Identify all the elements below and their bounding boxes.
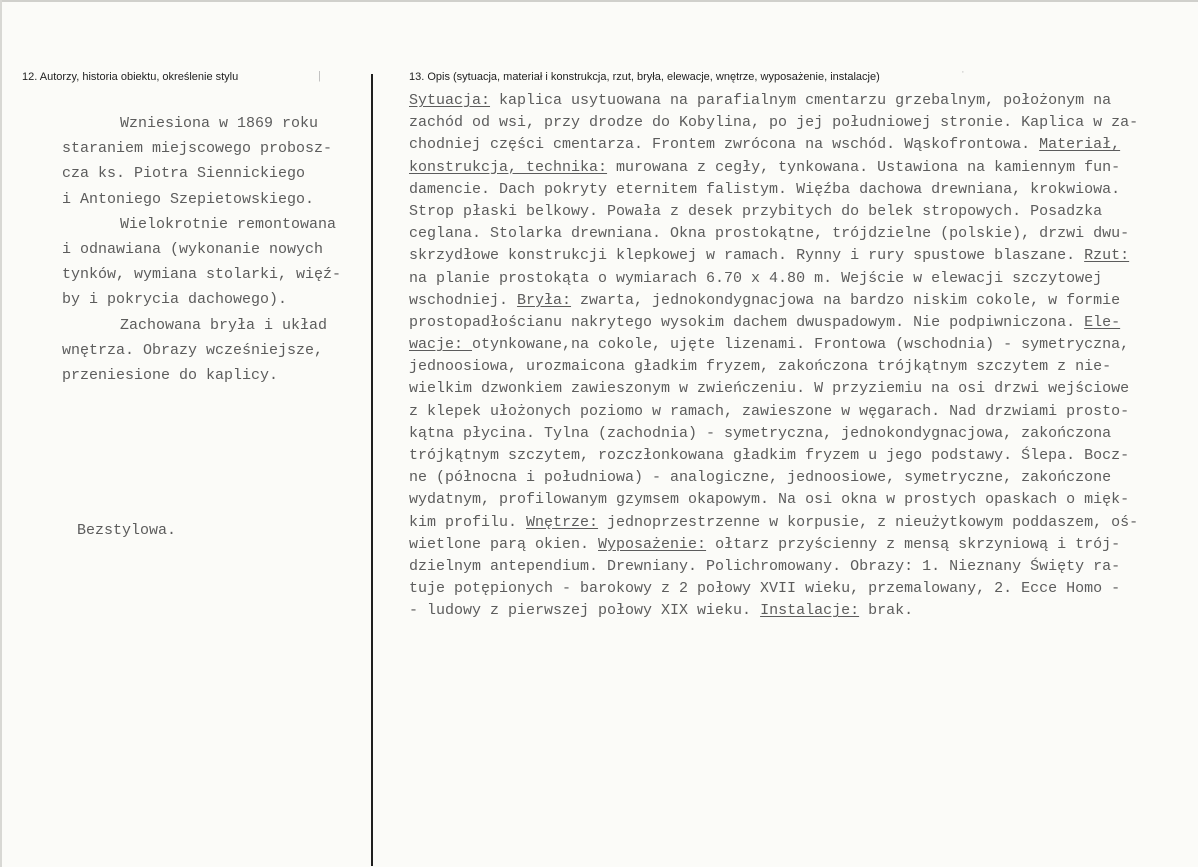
description-run: trójkątnym szczytem, rozczłonkowana gładkim fryzem u jego podstawy. Ślepa. Bocz- [409, 447, 1130, 464]
history-line: staraniem miejscowego probosz- [62, 140, 333, 158]
description-run: skrzydłowe konstrukcji klepkowej w ramach. Rynny i rury spustowe blaszane. [409, 247, 1085, 265]
history-text [62, 111, 362, 388]
description-run: kim profilu. [409, 513, 527, 531]
margin-tick-mark: | [318, 70, 321, 82]
section-heading: Instalacje: [760, 602, 860, 620]
description-run: na planie prostokąta o wymiarach 6.70 x 4.80 m. Wejście w elewacji szczytowej [409, 269, 1103, 287]
description-line [409, 556, 1198, 578]
history-line: tynków, wymiana stolarki, więź- [62, 266, 342, 284]
section-heading: Ele- [1084, 313, 1121, 331]
description-line [409, 356, 1198, 378]
description-run: murowana z cegły, tynkowana. Ustawiona na kamiennym fun- [607, 158, 1121, 176]
description-line [409, 179, 1198, 201]
description-line [409, 312, 1198, 334]
history-line: i odnawiana (wykonanie nowych [62, 240, 324, 258]
description-run: kaplica usytuowana na parafialnym cmentarzu grzebalnym, położonym na [490, 92, 1112, 109]
description-line [409, 90, 1198, 112]
description-run: jednoprzestrzenne w korpusie, z nieużytkowym poddaszem, oś- [598, 513, 1139, 531]
description-line [409, 157, 1198, 179]
history-line: i Antoniego Szepietowskiego. [62, 190, 315, 208]
description-line [409, 134, 1198, 156]
description-run: wydatnym, profilowanym gzymsem okapowym. Na osi okna w prostych opaskach o mięk- [409, 491, 1130, 509]
description-line [409, 445, 1198, 467]
description-run: ne (północna i południowa) - analogiczne, jednoosiowe, symetryczne, zakończone [409, 469, 1112, 487]
description-line [409, 534, 1198, 556]
description-run: wietlone parą okien. [409, 535, 599, 553]
description-run: otynkowane,na cokole, ujęte lizenami. Frontowa (wschodnia) - symetryczna, [472, 336, 1130, 354]
description-run: chodniej części cmentarza. Frontem zwrócona na wschód. Wąskofrontowa. [409, 136, 1040, 154]
description-run: dzielnym antependium. Drewniany. Polichromowany. Obrazy: 1. Nieznany Święty ra- [409, 557, 1121, 575]
section-heading: Wnętrze: [526, 513, 599, 531]
description-run: jednoosiowa, urozmaicona gładkim fryzem, zakończona trójkątnym szczytem z nie- [409, 358, 1112, 376]
description-run: wschodniej. [409, 291, 518, 309]
sheet-top-edge [0, 0, 1198, 2]
margin-dot-mark: · [961, 66, 965, 78]
section-heading: wacje: [409, 336, 473, 354]
description-line [409, 334, 1198, 356]
column-divider [371, 74, 373, 866]
description-line [409, 223, 1198, 245]
description-line [409, 578, 1198, 600]
description-line [409, 378, 1198, 400]
description-run: prostopadłościanu nakrytego wysokim dachem dwuspadowym. Nie podpiwniczona. [409, 313, 1085, 331]
description-run: zwarta, jednokondygnacjowa na bardzo niskim cokole, w formie [571, 291, 1121, 309]
description-line [409, 201, 1198, 223]
history-line: by i pokrycia dachowego). [62, 291, 288, 309]
description-text [409, 90, 1198, 623]
description-line [409, 489, 1198, 511]
section-heading: Materiał, [1039, 136, 1121, 154]
description-run: wielkim dzwonkiem zawieszonym w zwieńczeniu. W przyziemiu na osi drzwi wejściowe [409, 380, 1130, 398]
description-run: zachód od wsi, przy drodze do Kobylina, po jej południowej stronie. Kaplica w za- [409, 114, 1139, 132]
description-line [409, 245, 1198, 267]
section-heading: Rzut: [1084, 247, 1130, 265]
description-line [409, 467, 1198, 489]
description-line [409, 423, 1198, 445]
description-run: Strop płaski belkowy. Powała z desek przybitych do belek stropowych. Posadzka [409, 202, 1103, 220]
history-line: Zachowana bryła i układ [120, 316, 328, 334]
history-line: cza ks. Piotra Siennickiego [62, 165, 306, 183]
history-line: Wzniesiona w 1869 roku [120, 115, 319, 132]
history-line: przeniesione do kaplicy. [62, 366, 279, 384]
section-heading: Wyposażenie: [598, 535, 707, 553]
description-run: kątna płycina. Tylna (zachodnia) - symetryczna, jednokondygnacjowa, zakończona [409, 424, 1112, 442]
description-line [409, 512, 1198, 534]
description-run: - ludowy z pierwszej połowy XIX wieku. [409, 602, 761, 620]
description-run: ceglana. Stolarka drewniana. Okna prostokątne, trójdzielne (polskie), drzwi dwu- [409, 225, 1130, 243]
section-heading: konstrukcja, technika: [409, 158, 608, 176]
section-13-header: 13. Opis (sytuacja, materiał i konstrukcja, rzut, bryła, elewacje, wnętrze, wyposażenie, instalacje) [409, 71, 880, 83]
section-heading: Bryła: [517, 291, 572, 309]
description-run: brak. [859, 602, 914, 620]
description-line [409, 268, 1198, 290]
sheet-left-edge [0, 0, 2, 867]
history-line: wnętrza. Obrazy wcześniejsze, [62, 341, 324, 359]
description-run: damencie. Dach pokryty eternitem falistym. Więźba dachowa drewniana, krokwiowa. [409, 180, 1121, 198]
description-line [409, 290, 1198, 312]
history-line: Wielokrotnie remontowana [120, 215, 337, 233]
style-determination: Bezstylowa. [77, 522, 177, 539]
description-run: z klepek ułożonych poziomo w ramach, zawieszone w węgarach. Nad drzwiami prosto- [409, 402, 1130, 420]
description-run: tuje potępionych - barokowy z 2 połowy XVII wieku, przemalowany, 2. Ecce Homo - [409, 580, 1121, 598]
section-heading: Sytuacja: [409, 92, 491, 109]
description-line [409, 112, 1198, 134]
description-run: ołtarz przyścienny z mensą skrzyniową i trój- [706, 535, 1121, 553]
section-12-header: 12. Autorzy, historia obiektu, określenie stylu [22, 71, 239, 83]
description-line [409, 600, 1198, 622]
description-line [409, 401, 1198, 423]
